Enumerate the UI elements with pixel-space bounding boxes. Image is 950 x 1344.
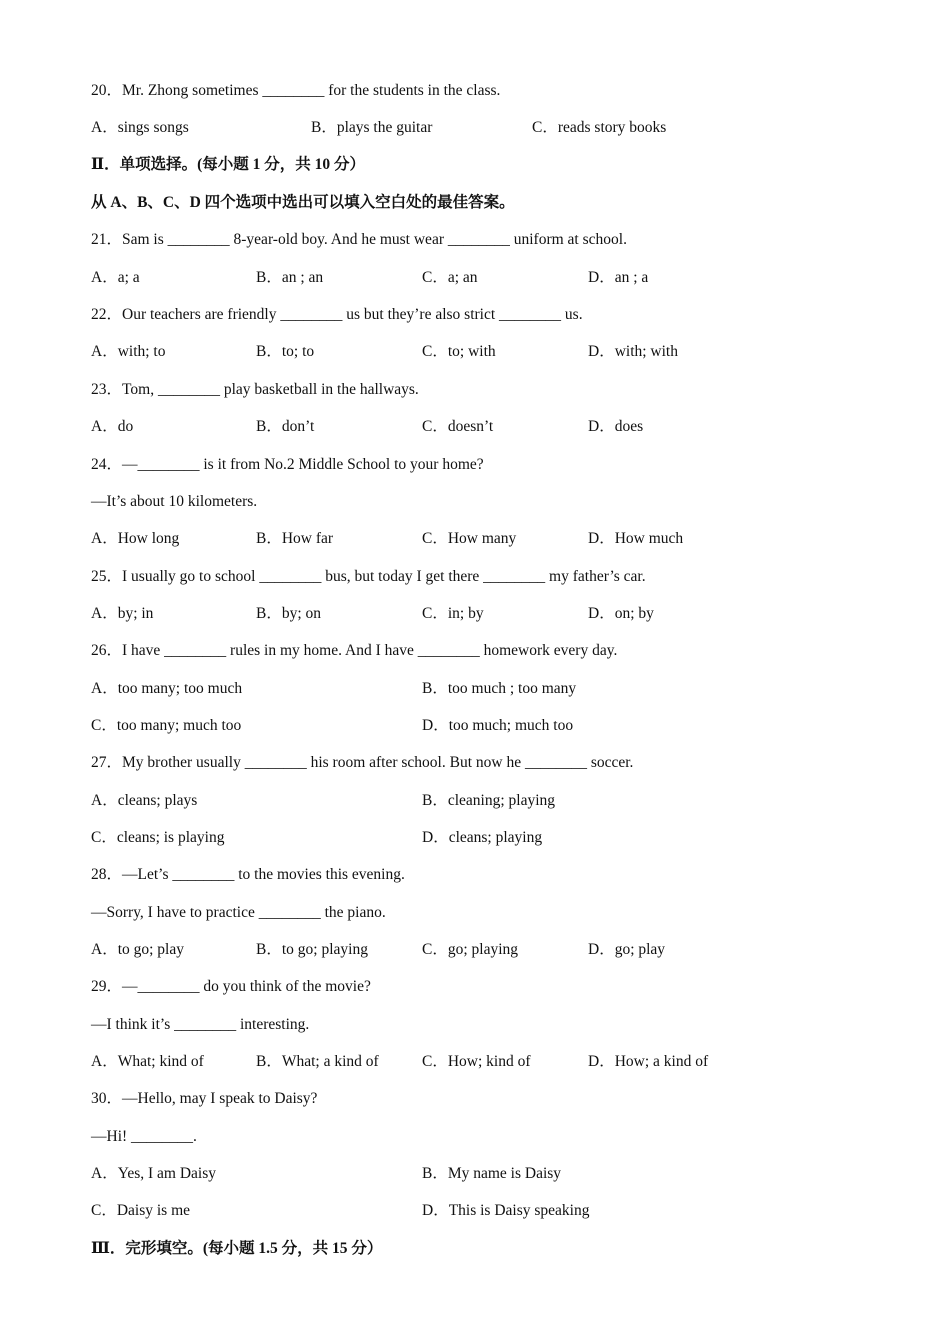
question-24-reply: —It’s about 10 kilometers.: [91, 493, 258, 510]
question-23-option-c: C．doesn’t: [422, 418, 494, 435]
question-20-option-b: B．plays the guitar: [311, 119, 433, 136]
question-24-option-c: C．How many: [422, 530, 517, 547]
question-22-stem: 22．Our teachers are friendly ________ us but they’re also strict ________ us.: [91, 306, 583, 323]
question-30-stem: 30．—Hello, may I speak to Daisy?: [91, 1090, 318, 1107]
question-25-option-b: B．by; on: [256, 605, 322, 622]
question-28-option-d: D．go; play: [588, 941, 666, 958]
question-28-option-c: C．go; playing: [422, 941, 519, 958]
question-27-option-c: C．cleans; is playing: [91, 829, 225, 846]
question-26-option-a: A．too many; too much: [91, 680, 243, 697]
question-21-option-d: D．an ; a: [588, 269, 649, 286]
question-20-stem: 20．Mr. Zhong sometimes ________ for the students in the class.: [91, 82, 501, 99]
question-28-reply: —Sorry, I have to practice ________ the piano.: [91, 904, 386, 921]
question-22-option-d: D．with; with: [588, 343, 678, 360]
section-2-title: Ⅱ．单项选择。(每小题 1 分，共 10 分）: [91, 156, 365, 173]
question-26-stem: 26．I have ________ rules in my home. And I have ________ homework every day.: [91, 642, 618, 659]
question-29-option-a: A．What; kind of: [91, 1053, 204, 1070]
question-20-option-a: A．sings songs: [91, 119, 189, 136]
question-23-option-b: B．don’t: [256, 418, 315, 435]
question-26-option-c: C．too many; much too: [91, 717, 242, 734]
question-25-option-a: A．by; in: [91, 605, 154, 622]
question-29-option-d: D．How; a kind of: [588, 1053, 709, 1070]
question-25-stem: 25．I usually go to school ________ bus, but today I get there ________ my father’s car.: [91, 568, 646, 585]
question-24-option-a: A．How long: [91, 530, 180, 547]
question-24-stem: 24．—________ is it from No.2 Middle School to your home?: [91, 456, 484, 473]
question-21-option-a: A．a; a: [91, 269, 140, 286]
question-27-option-a: A．cleans; plays: [91, 792, 198, 809]
question-22-option-b: B．to; to: [256, 343, 315, 360]
question-26-option-d: D．too much; much too: [422, 717, 574, 734]
question-28-stem: 28．—Let’s ________ to the movies this evening.: [91, 866, 405, 883]
question-29-option-b: B．What; a kind of: [256, 1053, 379, 1070]
question-28-option-a: A．to go; play: [91, 941, 184, 958]
question-25-option-d: D．on; by: [588, 605, 654, 622]
question-23-option-a: A．do: [91, 418, 134, 435]
question-22-option-c: C．to; with: [422, 343, 496, 360]
section-2-instruction: 从 A、B、C、D 四个选项中选出可以填入空白处的最佳答案。: [91, 194, 515, 211]
question-21-option-c: C．a; an: [422, 269, 478, 286]
question-30-option-d: D．This is Daisy speaking: [422, 1202, 590, 1219]
question-22-option-a: A．with; to: [91, 343, 166, 360]
question-21-stem: 21．Sam is ________ 8-year-old boy. And he must wear ________ uniform at school.: [91, 231, 627, 248]
question-23-stem: 23．Tom, ________ play basketball in the hallways.: [91, 381, 419, 398]
question-30-option-c: C．Daisy is me: [91, 1202, 191, 1219]
question-26-option-b: B．too much ; too many: [422, 680, 577, 697]
question-29-stem: 29．—________ do you think of the movie?: [91, 978, 371, 995]
question-23-option-d: D．does: [588, 418, 644, 435]
section-3-title: Ⅲ．完形填空。(每小题 1.5 分，共 15 分）: [91, 1240, 383, 1257]
question-30-reply: —Hi! ________.: [91, 1128, 197, 1145]
question-21-option-b: B．an ; an: [256, 269, 324, 286]
question-28-option-b: B．to go; playing: [256, 941, 368, 958]
question-24-option-d: D．How much: [588, 530, 684, 547]
question-27-stem: 27．My brother usually ________ his room after school. But now he ________ soccer.: [91, 754, 634, 771]
question-27-option-d: D．cleans; playing: [422, 829, 543, 846]
question-24-option-b: B．How far: [256, 530, 334, 547]
question-29-option-c: C．How; kind of: [422, 1053, 531, 1070]
question-20-option-c: C．reads story books: [532, 119, 667, 136]
question-29-reply: —I think it’s ________ interesting.: [91, 1016, 310, 1033]
question-30-option-b: B．My name is Daisy: [422, 1165, 562, 1182]
question-27-option-b: B．cleaning; playing: [422, 792, 556, 809]
question-25-option-c: C．in; by: [422, 605, 484, 622]
question-30-option-a: A．Yes, I am Daisy: [91, 1165, 217, 1182]
